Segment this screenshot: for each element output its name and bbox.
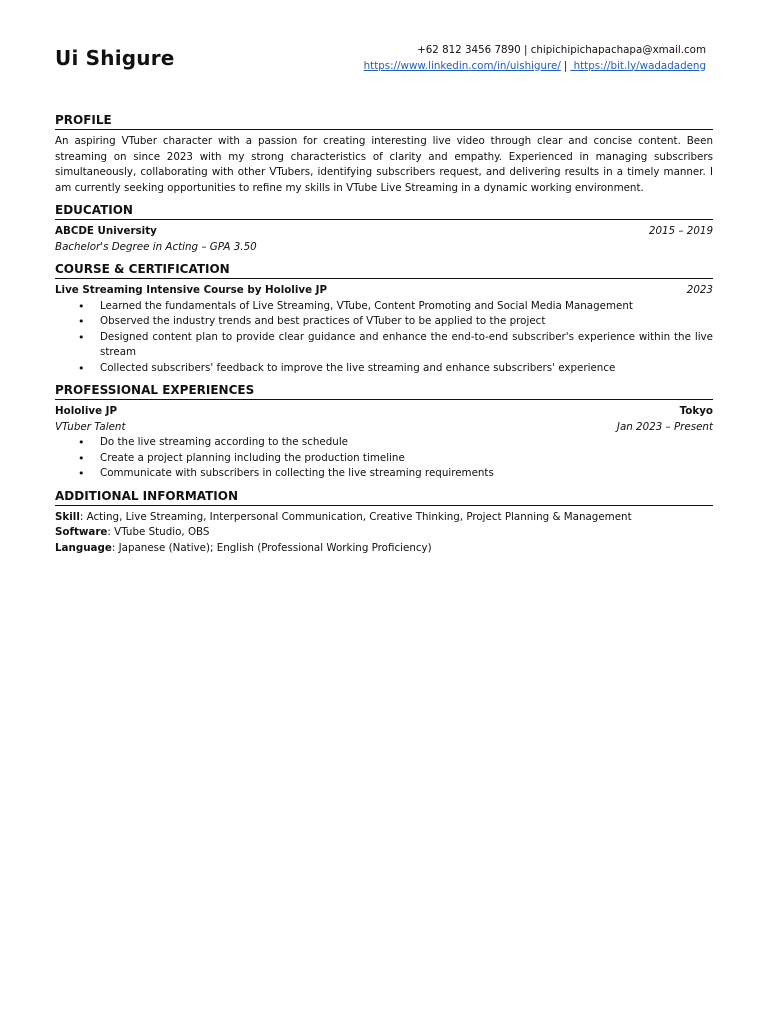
courses-section xyxy=(55,261,713,376)
profile-heading: PROFILE xyxy=(55,112,713,130)
education-heading: EDUCATION xyxy=(55,202,713,220)
list-item: • Create a project planning including the production timeline xyxy=(100,451,713,467)
language-value: : Japanese (Native); English (Professional Working Proficiency) xyxy=(111,541,432,554)
list-item: • Communicate with subscribers in collecting the live streaming requirements xyxy=(100,466,713,482)
linkedin-link[interactable]: https://www.linkedin.com/in/uishigure/ xyxy=(363,59,561,72)
software-value: : VTube Studio, OBS xyxy=(107,526,210,538)
courses-heading: COURSE & CERTIFICATION xyxy=(55,261,713,279)
skill-label: Skill xyxy=(55,510,80,523)
additional-section xyxy=(55,488,713,557)
experience-heading: PROFESSIONAL EXPERIENCES xyxy=(55,382,713,400)
language-label: Language xyxy=(55,541,112,554)
software-line xyxy=(55,525,713,541)
list-item: • Designed content plan to provide clear guidance and enhance the end-to-end subscriber's experience within the live stream xyxy=(100,330,713,361)
software-label: Software xyxy=(55,526,108,538)
resume-content xyxy=(55,112,713,562)
profile-section xyxy=(55,112,713,196)
education-years: 2015 – 2019 xyxy=(648,225,713,237)
role-title: VTuber Talent xyxy=(55,420,126,433)
company-name: Hololive JP xyxy=(55,405,118,417)
company-location: Tokyo xyxy=(679,405,713,417)
skill-line xyxy=(55,510,713,526)
portfolio-link[interactable]: https://bit.ly/wadadadeng xyxy=(570,59,706,72)
experience-section xyxy=(55,382,713,482)
company-row xyxy=(55,404,713,420)
link-separator: | xyxy=(563,59,568,72)
course-name: Live Streaming Intensive Course by Hololive JP xyxy=(55,284,328,296)
contact-block xyxy=(364,43,706,74)
profile-text: An aspiring VTuber character with a passion for creating interesting live video through clear and concise content. Been streaming on since 2023 with my strong characteristics of clarity and empathy. Experienced in managing subscribers simultaneously, collaborating with other VTubers, identifying subscribers request, and delivering results in a timely manner. I am currently seeking opportunities to refine my skills in VTube Live Streaming in a dynamic working environment. xyxy=(55,135,713,194)
course-bullets xyxy=(55,299,713,377)
phone-email: +62 812 3456 7890 | chipichipichapachapa@xmail.com xyxy=(417,44,706,56)
list-item: • Learned the fundamentals of Live Streaming, VTube, Content Promoting and Social Media Management xyxy=(100,299,713,315)
list-item: • Observed the industry trends and best practices of VTuber to be applied to the project xyxy=(100,314,713,330)
links-line xyxy=(364,59,706,75)
additional-heading: ADDITIONAL INFORMATION xyxy=(55,488,713,506)
list-item: • Collected subscribers' feedback to improve the live streaming and enhance subscribers' experience xyxy=(100,361,713,377)
degree: Bachelor's Degree in Acting – GPA 3.50 xyxy=(55,240,257,253)
list-item: • Do the live streaming according to the schedule xyxy=(100,435,713,451)
role-row xyxy=(55,420,713,436)
role-period: Jan 2023 – Present xyxy=(616,420,713,433)
skill-value: : Acting, Live Streaming, Interpersonal Communication, Creative Thinking, Project Planning & Management xyxy=(79,510,632,523)
course-year: 2023 xyxy=(686,284,713,296)
candidate-name: Ui Shigure xyxy=(55,46,175,70)
education-section xyxy=(55,202,713,255)
experience-bullets xyxy=(55,435,713,482)
school-name: ABCDE University xyxy=(55,225,157,237)
language-line xyxy=(55,541,713,557)
education-row xyxy=(55,224,713,240)
course-row xyxy=(55,283,713,299)
